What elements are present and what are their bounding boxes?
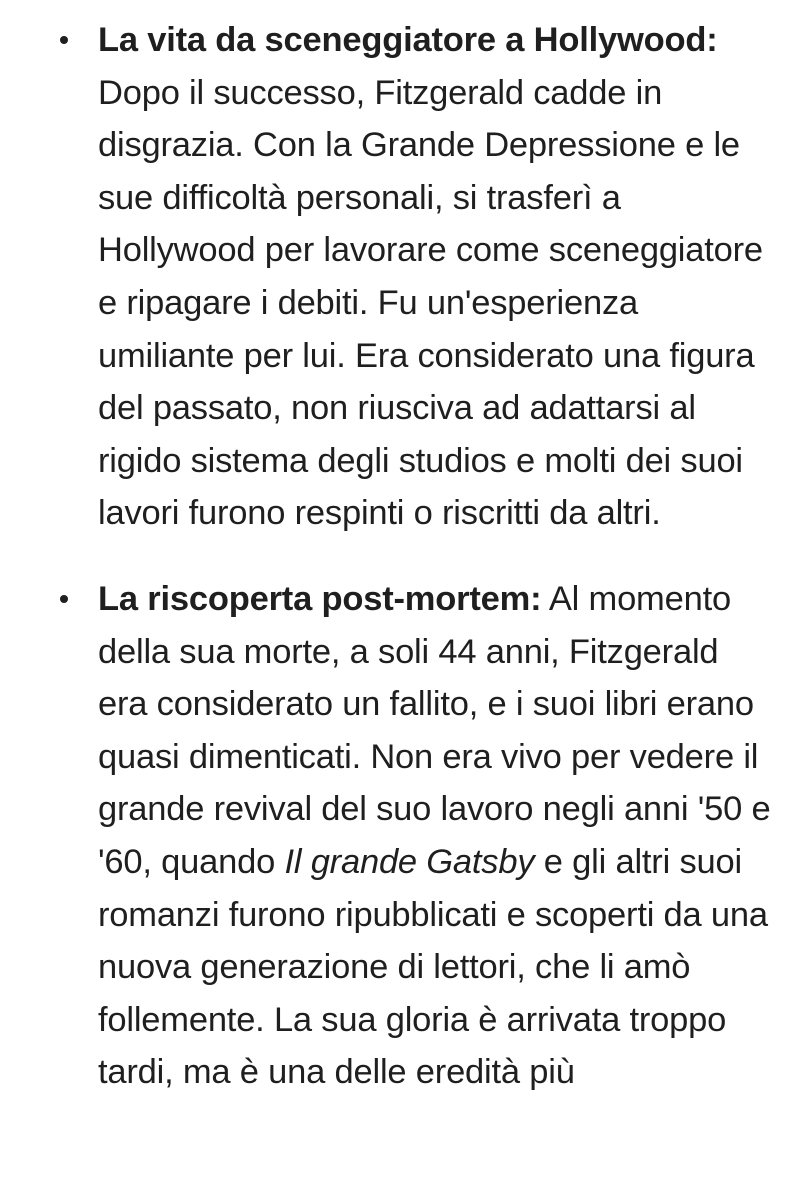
item-text: e gli altri suoi romanzi furono ripubblicati e scoperti da una nuova generazione di lettori, che li amò follemente. La sua gloria è arrivata troppo tardi, ma è una delle eredità più: [98, 842, 768, 1092]
item-text: Dopo il successo, Fitzgerald cadde in disgrazia. Con la Grande Depressione e le sue difficoltà personali, si trasferì a Hollywood per lavorare come sceneggiatore e ripagare i debiti. Fu un'esperienza umiliante per lui. Era considerato una figura del passato, non riusciva ad adattarsi al rigido sistema degli studios e molti dei suoi lavori furono respinti o riscritti da altri.: [98, 73, 763, 533]
item-text: Al momento della sua morte, a soli 44 anni, Fitzgerald era considerato un fallito, e i suoi libri erano quasi dimenticati. Non era vivo per vedere il grande revival del suo lavoro negli anni '50 e '60, quando: [98, 579, 771, 881]
book-title: Il grande Gatsby: [284, 842, 535, 881]
item-heading: La riscoperta post-mortem:: [98, 579, 542, 618]
bullet-icon: [60, 14, 70, 67]
item-heading: La vita da sceneggiatore a Hollywood:: [98, 21, 718, 59]
list-item: [0, 0, 800, 540]
bullet-icon: [60, 573, 70, 626]
list-item: [0, 573, 800, 1099]
